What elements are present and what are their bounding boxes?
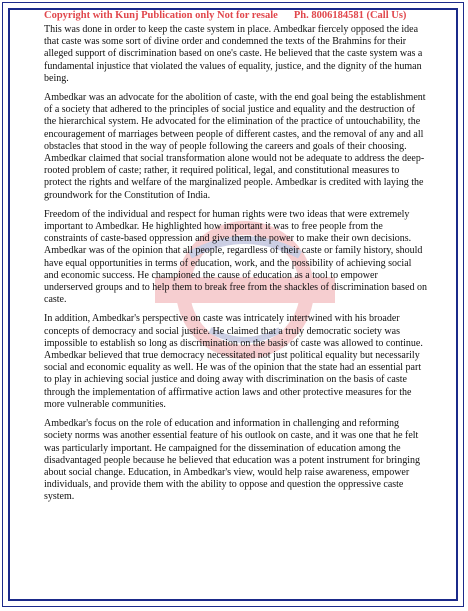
paragraph-4: In addition, Ambedkar's perspective on caste was intricately intertwined with his broader concepts of democracy and social justice. He claimed that a truly democratic society was impossible to establish so long as discrimination on the basis of caste was allowed to continue. Ambedkar believed that true democracy necessitated not just political equality but necessarily social and economic equality as well. He was of the opinion that the state had an essential part to play in achieving social justice and doing away with discrimination on the basis of caste through the implementation of affirmative action laws and other protective measures for the more vulnerable communities. [44, 313, 423, 410]
copyright-notice: Copyright with Kunj Publication only Not for resale [44, 10, 278, 21]
document-body [44, 24, 428, 511]
copyright-header [44, 10, 444, 21]
paragraph-5: Ambedkar's focus on the role of education and information in challenging and reforming society norms was another essential feature of his outlook on caste, and it was one that he felt was particularly important. He campaigned for the dissemination of education among the disadvantaged people because he believed that education was a potent instrument for bringing about social change. Education, in Ambedkar's view, would help raise awareness, empower individuals, and provide them with the ability to oppose and question the oppressive caste system. [44, 418, 420, 503]
paragraph-2: Ambedkar was an advocate for the abolition of caste, with the end goal being the establishment of a society that adhered to the principles of social justice and equality and the destruction of the hierarchical system. He advocated for the elimination of the practice of untouchability, the encouragement of marriages between people of different castes, and the removal of any and all obstacles that stood in the way of people following the careers and goals of their choosing. Ambedkar claimed that social transformation alone would not be adequate to address the deep-rooted problem of caste; rather, it required political, legal, and constitutional measures to protect the rights and welfare of the marginalized people. Ambedkar is credited with laying the groundwork for the Constitution of India. [44, 92, 426, 201]
paragraph-3: Freedom of the individual and respect for human rights were two ideas that were extremely important to Ambedkar. He highlighted how important it was to free people from the constraints of caste-based oppression and give them the power to make their own decisions. Ambedkar was of the opinion that all people, regardless of their caste or family history, should have equal opportunities in terms of education, work, and the possibility of achieving social and economic success. He championed the cause of education as a tool to empower underserved groups and to help them to break free from the shackles of discrimination based on caste. [44, 208, 427, 306]
paragraph-1: This was done in order to keep the caste system in place. Ambedkar fiercely opposed the idea that caste was some sort of divine order and condemned the texts of the Brahmins for their alleged support of discrimination based on one's caste. He believed that the caste system was a fundamental injustice that violated the values of equality, justice, and the dignity of the human being. [44, 24, 423, 84]
contact-phone: Ph. 8006184581 (Call Us) [293, 10, 407, 21]
